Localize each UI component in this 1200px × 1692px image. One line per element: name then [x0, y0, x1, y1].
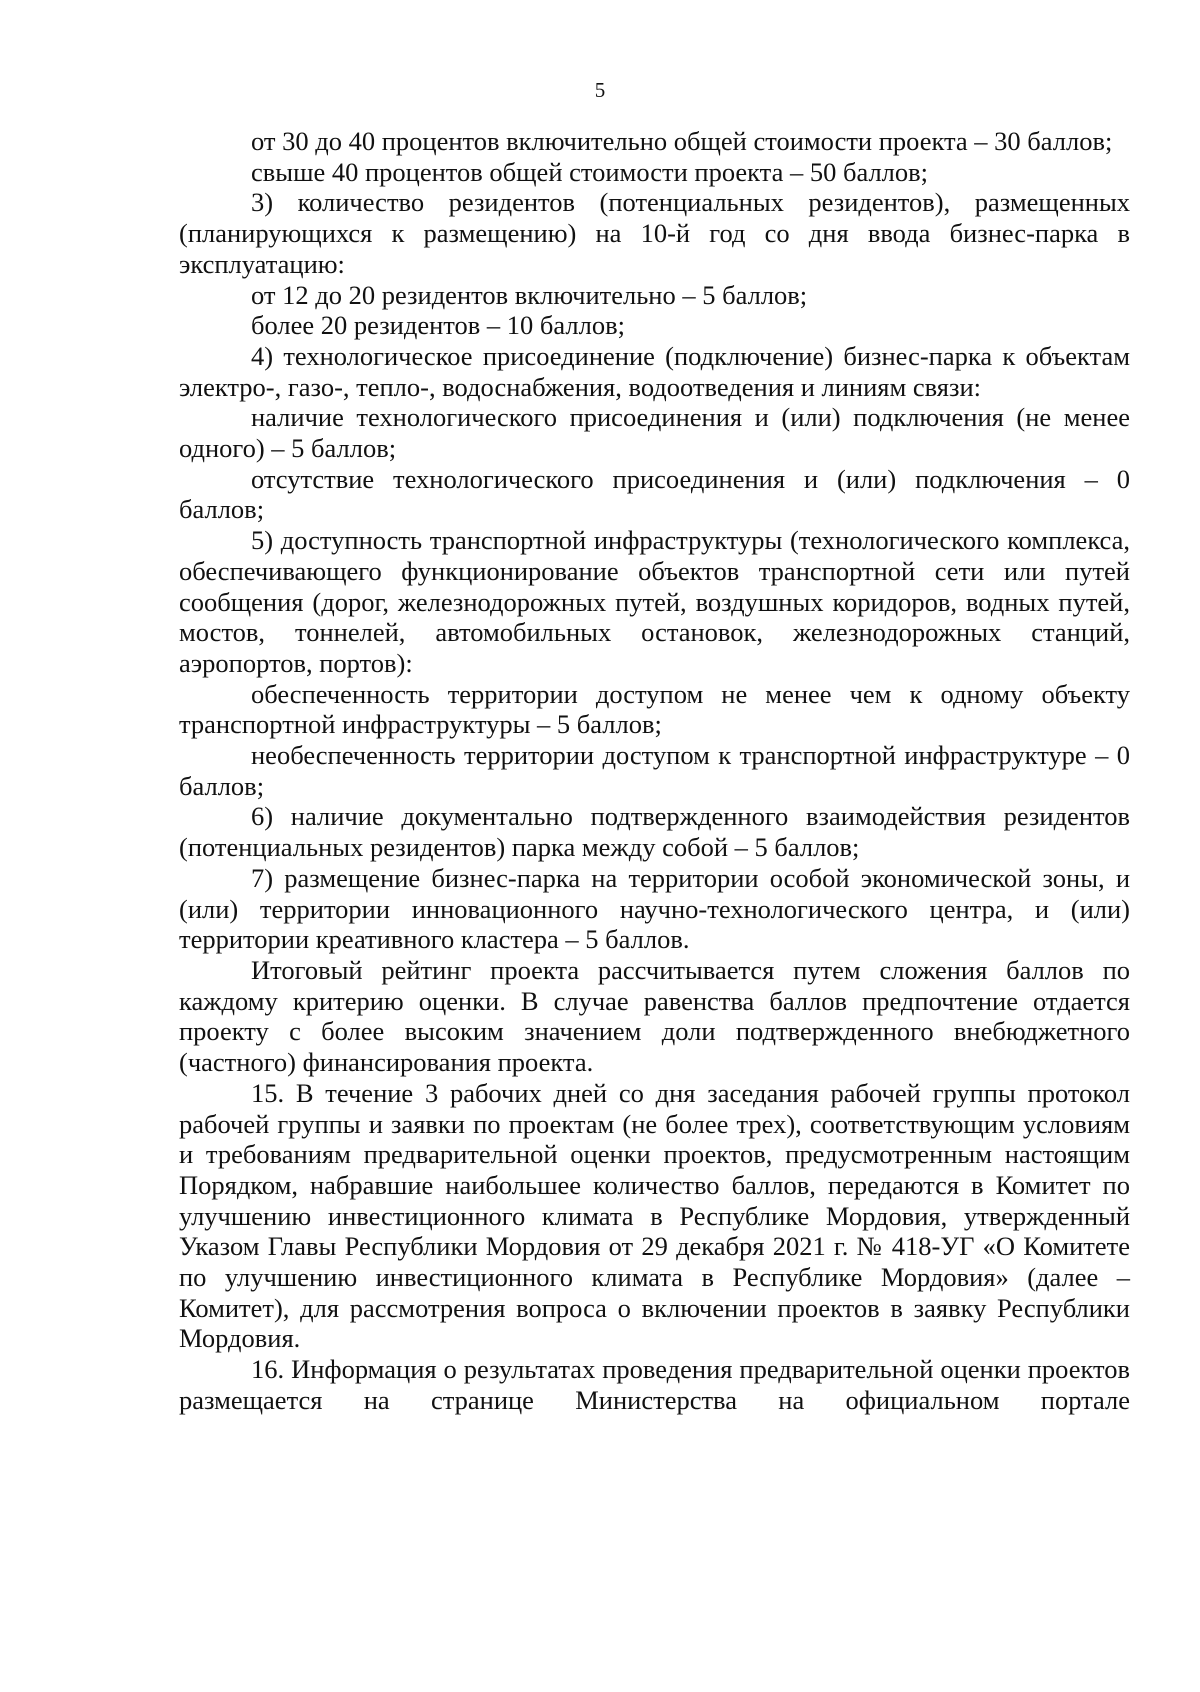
paragraph: Итоговый рейтинг проекта рассчитывается путем сложения баллов по каждому критерию оценки. В случае равенства баллов предпочтение отдается проекту с более высоким значением доли подтвержденного внебюджетного (частного) финансирования проекта.: [179, 954, 1130, 1078]
paragraph: наличие технологического присоединения и (или) подключения (не менее одного) – 5 баллов;: [179, 402, 1130, 464]
paragraph: 4) технологическое присоединение (подключение) бизнес-парка к объектам электро-, газо-, тепло-, водоснабжения, водоотведения и линиям связи:: [179, 340, 1130, 402]
paragraph: 6) наличие документально подтвержденного взаимодействия резидентов (потенциальных резидентов) парка между собой – 5 баллов;: [179, 801, 1130, 863]
paragraph: от 12 до 20 резидентов включительно – 5 баллов;: [251, 279, 808, 310]
document-body: [179, 126, 1130, 1416]
paragraph: отсутствие технологического присоединения и (или) подключения – 0 баллов;: [179, 463, 1130, 525]
paragraph: 15. В течение 3 рабочих дней со дня заседания рабочей группы протокол рабочей группы и заявки по проектам (не более трех), соответствующим условиям и требованиям предварительной оценки проектов, предусмотренным настоящим Порядком, набравшие наибольшее количество баллов, передаются в Комитет по улучшению инвестиционного климата в Республике Мордовия, утвержденный Указом Главы Республики Мордовия от 29 декабря 2021 г. № 418-УГ «О Комитете по улучшению инвестиционного климата в Республике Мордовия» (далее – Комитет), для рассмотрения вопроса о включении проектов в заявку Республики Мордовия.: [179, 1077, 1130, 1354]
paragraph: обеспеченность территории доступом не менее чем к одному объекту транспортной инфраструктуры – 5 баллов;: [179, 678, 1130, 740]
paragraph: 16. Информация о результатах проведения предварительной оценки проектов размещается на странице Министерства на официальном портале: [179, 1354, 1130, 1415]
paragraph: 3) количество резидентов (потенциальных резидентов), размещенных (планирующихся к размещению) на 10-й год со дня ввода бизнес-парка в эксплуатацию:: [179, 187, 1130, 279]
paragraph: необеспеченность территории доступом к транспортной инфраструктуре – 0 баллов;: [179, 740, 1130, 801]
paragraph: более 20 резидентов – 10 баллов;: [251, 310, 625, 341]
paragraph: 5) доступность транспортной инфраструктуры (технологического комплекса, обеспечивающего функционирование объектов транспортной сети или путей сообщения (дорог, железнодорожных путей, воздушных коридоров, водных путей, мостов, тоннелей, автомобильных остановок, железнодорожных станций, аэропортов, портов):: [179, 525, 1130, 678]
paragraph: свыше 40 процентов общей стоимости проекта – 50 баллов;: [251, 156, 929, 187]
paragraph: 7) размещение бизнес-парка на территории особой экономической зоны, и (или) территории инновационного научно-технологического центра, и (или) территории креативного кластера – 5 баллов.: [179, 862, 1130, 955]
paragraph: от 30 до 40 процентов включительно общей стоимости проекта – 30 баллов;: [251, 126, 1113, 156]
page-number: 5: [594, 78, 606, 102]
